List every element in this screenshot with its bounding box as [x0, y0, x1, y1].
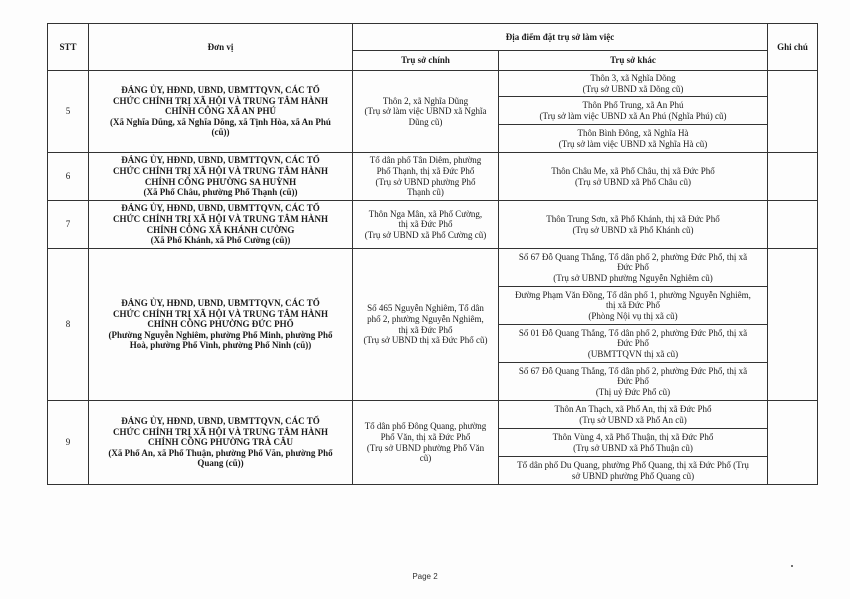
row-unit [89, 201, 353, 249]
unit-sub-line: (Xã Phổ An, xã Phổ Thuận, phường Phổ Văn, phường Phổ [108, 447, 333, 458]
unit-line: ĐẢNG ỦY, HĐND, UBND, UBMTTQVN, CÁC TỔ [121, 203, 320, 214]
other-office-line: (Trụ sở UBND xã Phổ An cũ) [579, 414, 687, 425]
row-unit [89, 401, 353, 485]
row-other-office [499, 457, 768, 485]
unit-line: CHÍNH CÔNG XÃ KHÁNH CƯỜNG [146, 224, 295, 235]
unit-sub-line: (Xã Phổ Khánh, xã Phổ Cường (cũ)) [150, 235, 291, 246]
other-office-line: Thôn Châu Me, xã Phổ Châu, thị xã Đức Phổ [551, 165, 715, 176]
row-other-office [499, 71, 768, 97]
row-main-office [353, 71, 499, 153]
main-office-line: Dũng cũ) [408, 116, 443, 127]
main-office-line: cũ) [419, 453, 432, 464]
main-office-line: thị xã Đức Phổ [398, 324, 453, 335]
main-office-line: phố 2, phường Nguyễn Nghiêm, [367, 313, 484, 324]
unit-line: ĐẢNG ỦY, HĐND, UBND, UBMTTQVN, CÁC TỔ [121, 298, 320, 309]
row-unit [89, 249, 353, 401]
other-office-line: Thôn 3, xã Nghĩa Dõng [590, 72, 676, 83]
main-office-line: Tổ dân phố Tân Diêm, phường [369, 155, 482, 166]
row-other-office [499, 363, 768, 401]
row-note [768, 71, 818, 153]
page-number: Page 2 [412, 572, 438, 581]
row-main-office [353, 153, 499, 201]
other-office-line: thị xã Đức Phổ [605, 300, 661, 311]
main-office-line: Phổ Văn, thị xã Đức Phổ [380, 431, 471, 442]
main-office-line: (Trụ sở làm việc UBND xã Nghĩa [364, 106, 487, 117]
row-main-office [353, 249, 499, 401]
table-row [48, 153, 818, 201]
other-office-line: (Thị uỷ Đức Phổ cũ) [595, 386, 671, 397]
main-office-line: Số 465 Nguyễn Nghiêm, Tổ dân [367, 303, 484, 314]
row-stt: 9 [48, 401, 89, 485]
other-office-line: (Trụ sở UBND xã Dõng cũ) [582, 83, 684, 94]
row-other-office [499, 125, 768, 153]
other-office-line: Thôn Phổ Trung, xã An Phú [582, 99, 684, 110]
unit-line: ĐẢNG ỦY, HĐND, UBND, UBMTTQVN, CÁC TỔ [121, 416, 320, 427]
row-other-office [499, 401, 768, 429]
main-office-line: Thôn Nga Mân, xã Phổ Cường, [368, 208, 483, 219]
header-don-vi: Đơn vị [89, 24, 353, 71]
other-office-line: Thôn An Thạch, xã Phổ An, thị xã Đức Phổ [554, 403, 712, 414]
table-row [48, 71, 818, 97]
unit-line: ĐẢNG ỦY, HĐND, UBND, UBMTTQVN, CÁC TỔ [121, 85, 320, 96]
table-row [48, 401, 818, 429]
header-stt: STT [48, 24, 89, 71]
other-office-line: (UBMTTQVN thị xã cũ) [587, 348, 679, 359]
unit-line: CHÍNH CÔNG XÃ AN PHÚ [164, 106, 276, 117]
unit-sub-line: (Xã Nghĩa Dũng, xã Nghĩa Dõng, xã Tịnh Hòa, xã An Phú [110, 116, 331, 127]
row-other-office [499, 429, 768, 457]
unit-sub-line: Quang (cũ)) [197, 458, 244, 469]
unit-sub-line: (Phường Nguyễn Nghiêm, phường Phổ Minh, phường Phổ [108, 329, 333, 340]
row-stt: 5 [48, 71, 89, 153]
scan-mark [791, 565, 793, 567]
other-office-line: (Trụ sở UBND xã Phổ Khánh cũ) [572, 224, 694, 235]
row-other-office [499, 325, 768, 363]
row-note [768, 201, 818, 249]
unit-line: CHỨC CHÍNH TRỊ XÃ HỘI VÀ TRUNG TÂM HÀNH [112, 308, 329, 319]
other-office-line: Thôn Trung Sơn, xã Phổ Khánh, thị xã Đức Phổ [546, 213, 720, 224]
other-office-line: sở UBND phường Phổ Quang cũ) [571, 470, 695, 481]
row-other-office [499, 201, 768, 249]
header-dia-diem: Địa điểm đặt trụ sở làm việc [353, 24, 768, 51]
unit-line: CHÍNH CÔNG PHƯỜNG SA HUỲNH [144, 176, 297, 187]
unit-line: CHỨC CHÍNH TRỊ XÃ HỘI VÀ TRUNG TÂM HÀNH [112, 95, 329, 106]
other-office-line: (Trụ sở UBND phường Nguyễn Nghiêm cũ) [553, 272, 713, 283]
unit-sub-line: (Xã Phổ Châu, phường Phổ Thạnh (cũ)) [143, 187, 298, 198]
unit-sub-line: (cũ)) [211, 127, 230, 138]
unit-line: CHÍNH CÔNG PHƯỜNG TRÀ CÂU [147, 437, 293, 448]
other-office-line: (Trụ sở làm việc UBND xã Nghĩa Hà cũ) [558, 138, 708, 149]
other-office-line: Đường Phạm Văn Đồng, Tổ dân phố 1, phường Nguyễn Nghiêm, [515, 289, 751, 300]
row-main-office [353, 401, 499, 485]
unit-line: CHÍNH CÔNG PHƯỜNG ĐỨC PHỔ [147, 319, 294, 330]
main-office-line: Thạnh cũ) [407, 187, 444, 198]
table-row [48, 201, 818, 249]
main-office-line: thị xã Đức Phổ [398, 219, 453, 230]
main-office-line: Tổ dân phố Đông Quang, phường [364, 421, 487, 432]
main-office-line: Thôn 2, xã Nghĩa Dũng [382, 95, 469, 106]
row-note [768, 153, 818, 201]
row-note [768, 249, 818, 401]
row-other-office [499, 97, 768, 125]
row-main-office [353, 201, 499, 249]
other-office-line: Đức Phổ [617, 376, 649, 387]
header-tru-so-khac: Trụ sở khác [499, 51, 768, 71]
row-unit [89, 71, 353, 153]
other-office-line: Đức Phổ [617, 262, 649, 273]
unit-line: CHỨC CHÍNH TRỊ XÃ HỘI VÀ TRUNG TÂM HÀNH [112, 165, 329, 176]
header-tru-so-chinh: Trụ sở chính [353, 51, 499, 71]
unit-line: CHỨC CHÍNH TRỊ XÃ HỘI VÀ TRUNG TÂM HÀNH [112, 426, 329, 437]
row-other-office [499, 287, 768, 325]
other-office-line: (Trụ sở UBND xã Phổ Thuận cũ) [573, 442, 693, 453]
main-office-line: (Trụ sở UBND xã Phổ Cường cũ) [364, 229, 487, 240]
row-stt: 7 [48, 201, 89, 249]
main-office-line: (Trụ sở UBND thị xã Đức Phổ cũ) [363, 335, 488, 346]
unit-line: ĐẢNG ỦY, HĐND, UBND, UBMTTQVN, CÁC TỔ [121, 155, 320, 166]
other-office-line: Thôn Vùng 4, xã Phổ Thuận, thị xã Đức Phổ [552, 431, 714, 442]
row-unit [89, 153, 353, 201]
other-office-line: Số 67 Đỗ Quang Thắng, Tổ dân phố 2, phường Đức Phổ, thị xã [518, 365, 748, 376]
other-office-line: Số 67 Đỗ Quang Thắng, Tổ dân phố 2, phường Đức Phổ, thị xã [518, 251, 748, 262]
office-location-table [47, 23, 818, 485]
main-office-line: Phổ Thạnh, thị xã Đức Phổ [376, 165, 475, 176]
row-other-office [499, 153, 768, 201]
other-office-line: (Trụ sở UBND xã Phổ Châu cũ) [575, 176, 691, 187]
header-ghi-chu: Ghi chú [768, 24, 818, 71]
row-other-office [499, 249, 768, 287]
other-office-line: Thôn Bình Đông, xã Nghĩa Hà [577, 127, 689, 138]
unit-sub-line: Hoà, phường Phổ Vinh, phường Phổ Ninh (cũ)) [129, 340, 312, 351]
other-office-line: (Trụ sở làm việc UBND xã An Phú (Nghĩa Phú) cũ) [539, 110, 727, 121]
row-stt: 6 [48, 153, 89, 201]
table-body [48, 71, 818, 485]
unit-line: CHỨC CHÍNH TRỊ XÃ HỘI VÀ TRUNG TÂM HÀNH [112, 213, 329, 224]
row-stt: 8 [48, 249, 89, 401]
other-office-line: Số 01 Đỗ Quang Thắng, Tổ dân phố 2, phường Đức Phổ, thị xã [518, 327, 748, 338]
main-office-line: (Trụ sở UBND phường Phổ Văn [366, 442, 485, 453]
main-office-line: (Trụ sở UBND phường Phổ [375, 176, 476, 187]
other-office-line: Đức Phổ [617, 338, 649, 349]
other-office-line: Tổ dân phố Du Quang, phường Phổ Quang, thị xã Đức Phổ (Trụ [517, 459, 749, 470]
row-note [768, 401, 818, 485]
table-row [48, 249, 818, 287]
other-office-line: (Phòng Nội vụ thị xã cũ) [588, 310, 678, 321]
